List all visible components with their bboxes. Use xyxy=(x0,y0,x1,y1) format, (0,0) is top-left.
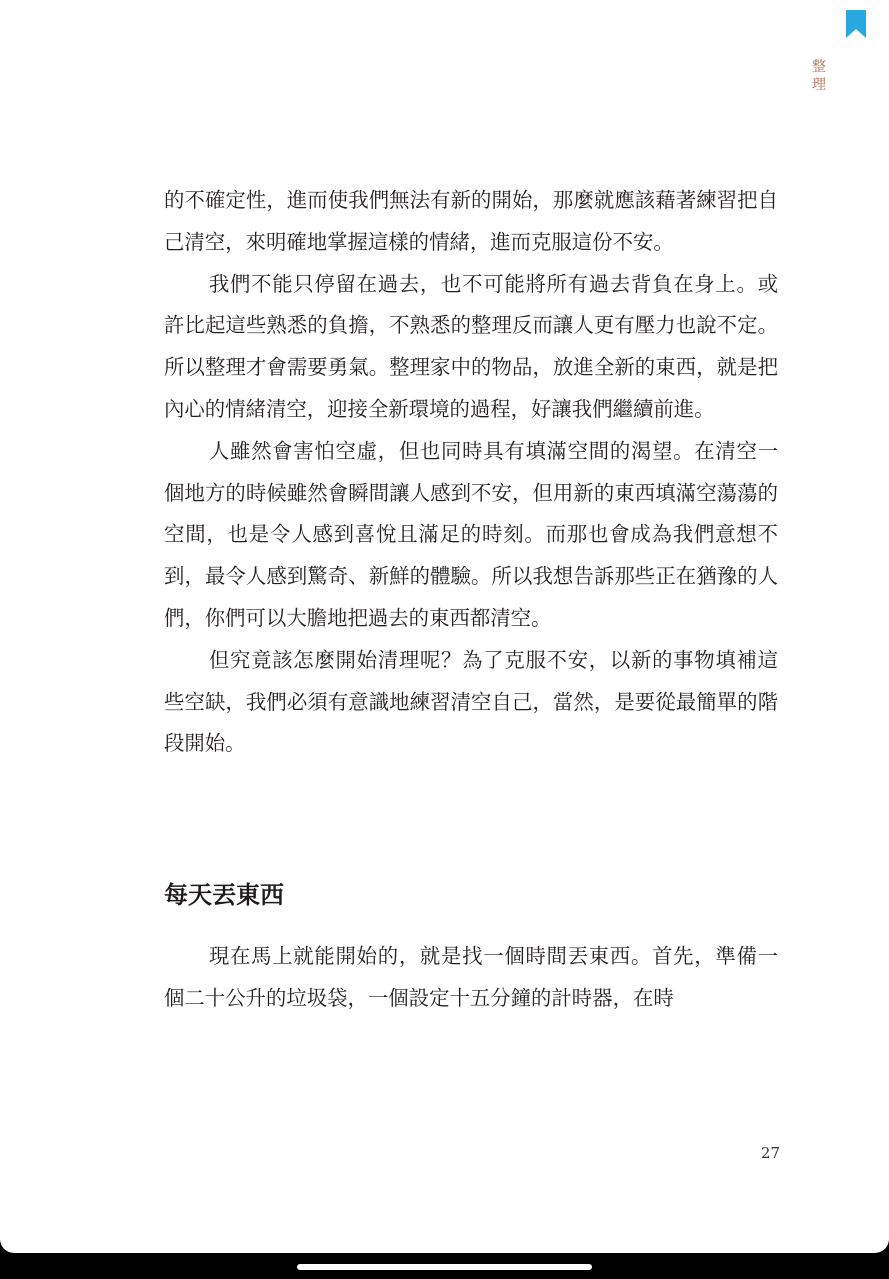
paragraph: 人雖然會害怕空虛，但也同時具有填滿空間的渴望。在清空一個地方的時候雖然會瞬間讓人感到不安，但用新的東西填滿空蕩蕩的空間，也是令人感到喜悅且滿足的時刻。而那也會成為我們意想不到，最令人感到驚奇、新鮮的體驗。所以我想告訴那些正在猶豫的人們，你們可以大膽地把過去的東西都清空。 xyxy=(164,438,778,630)
bookmark-icon[interactable] xyxy=(846,10,866,38)
paragraph-continuation: 的不確定性，進而使我們無法有新的開始，那麼就應該藉著練習把自己清空，來明確地掌握這樣的情緒，進而克服這份不安。 xyxy=(164,188,778,254)
body-text-block xyxy=(164,180,778,765)
section-heading: 每天丟東西 xyxy=(164,881,284,909)
running-head: 整理 xyxy=(812,59,826,93)
page-number: 27 xyxy=(760,1144,780,1162)
paragraph: 現在馬上就能開始的，就是找一個時間丟東西。首先，準備一個二十公升的垃圾袋，一個設定十五分鐘的計時器，在時 xyxy=(164,944,778,1010)
paragraph: 我們不能只停留在過去，也不可能將所有過去背負在身上。或許比起這些熟悉的負擔，不熟悉的整理反而讓人更有壓力也說不定。所以整理才會需要勇氣。整理家中的物品，放進全新的東西，就是把內心的情緒清空，迎接全新環境的過程，好讓我們繼續前進。 xyxy=(164,271,778,421)
body-text-block xyxy=(164,936,778,1020)
bookmark-shape xyxy=(846,10,866,38)
paragraph: 但究竟該怎麼開始清理呢？為了克服不安，以新的事物填補這些空缺，我們必須有意識地練習清空自己，當然，是要從最簡單的階段開始。 xyxy=(164,647,778,756)
home-indicator[interactable] xyxy=(297,1264,592,1270)
